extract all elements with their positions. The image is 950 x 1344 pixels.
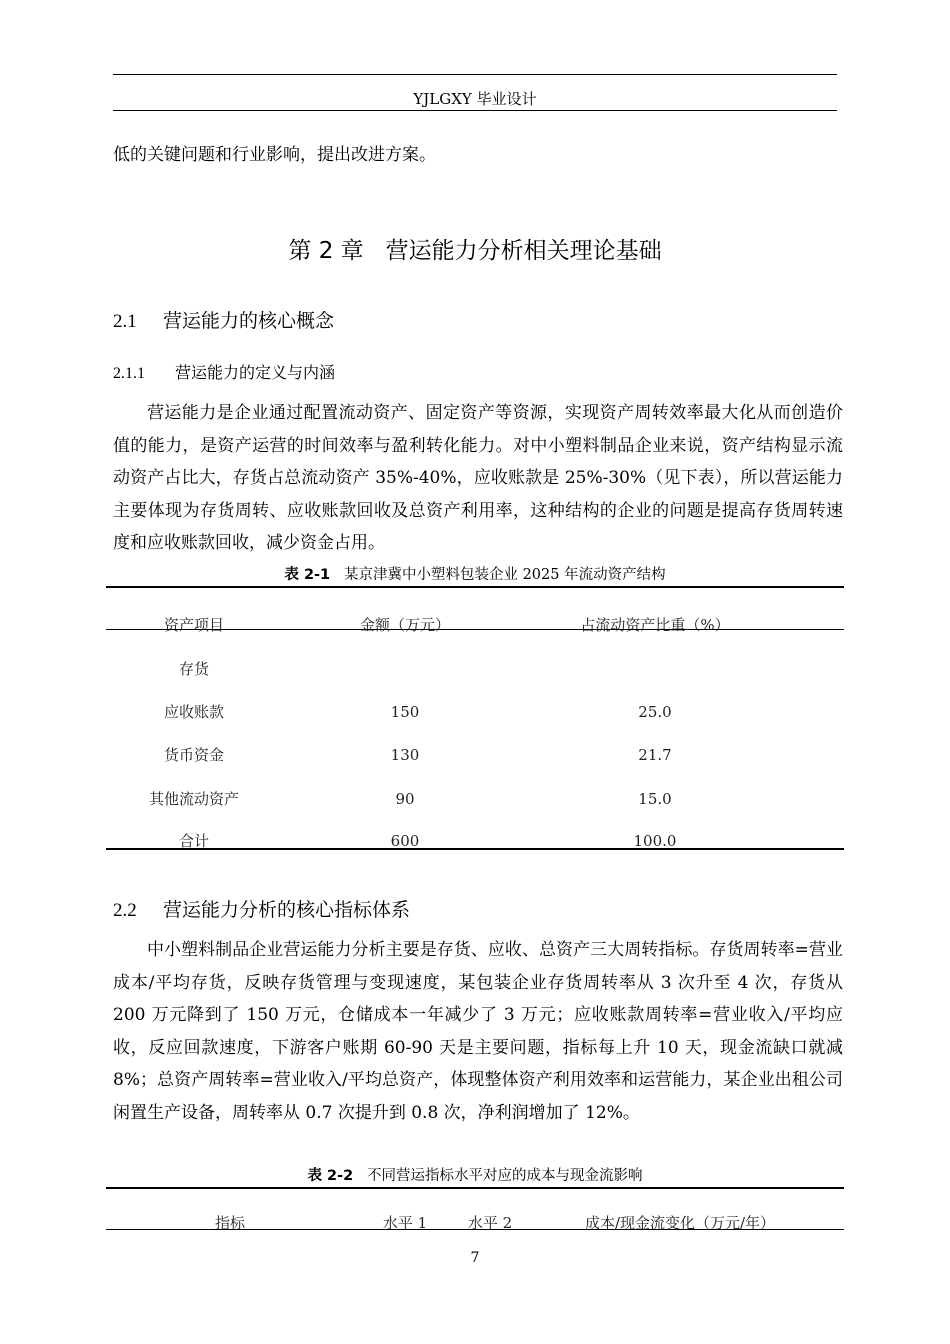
table-row: 应收账款 bbox=[163, 703, 224, 721]
table-cell: 15.0 bbox=[638, 790, 672, 808]
subsection-number: 2.1.1 bbox=[113, 365, 145, 382]
table-cell: 25.0 bbox=[638, 703, 672, 721]
table-row-total: 合计 bbox=[178, 832, 209, 850]
section-heading-2-2 bbox=[113, 895, 410, 922]
table-row: 存货 bbox=[178, 660, 209, 678]
subsection-heading-2-1-1 bbox=[113, 360, 335, 383]
caption-number: 表 2-2 bbox=[307, 1168, 354, 1184]
table-row: 其他流动资产 bbox=[148, 790, 239, 808]
table1-header-col2: 金额（万元） bbox=[359, 616, 450, 634]
chapter-title: 营运能力分析相关理论基础 bbox=[385, 238, 662, 264]
table-cell: 150 bbox=[390, 703, 420, 721]
page-number: 7 bbox=[470, 1250, 480, 1266]
table1-header-rule bbox=[106, 629, 844, 630]
table-caption-2-2 bbox=[113, 1164, 837, 1185]
table-cell: 90 bbox=[395, 790, 415, 808]
section-title: 营运能力分析的核心指标体系 bbox=[163, 899, 411, 921]
table2-top-rule bbox=[106, 1187, 844, 1189]
body-paragraph-2-1-1: 营运能力是企业通过配置流动资产、固定资产等资源，实现资产周转效率最大化从而创造价值的能力，是资产运营的时间效率与盈利转化能力。对中小塑料制品企业来说，资产结构显示流动资产占比大，存货占总流动资产 35%-40%，应收账款是 25%-30%（见下表），所以营运能力主要体现为存货周转、应收账款回收及总资产利用率，这种结构的企业的问题是提高存货周转速度和应收账款回收，减少资金占用。 bbox=[113, 403, 843, 553]
table-cell: 21.7 bbox=[638, 746, 672, 764]
table2-header-col2: 水平 1 bbox=[382, 1214, 428, 1232]
table2-header-rule bbox=[106, 1229, 844, 1230]
table-cell: 600 bbox=[390, 832, 420, 850]
table-row: 货币资金 bbox=[163, 746, 224, 764]
section-number: 2.1 bbox=[113, 311, 137, 332]
header-top-rule bbox=[113, 74, 837, 75]
table1-header-col3: 占流动资产比重（%） bbox=[580, 616, 730, 634]
body-paragraph-2-2: 中小塑料制品企业营运能力分析主要是存货、应收、总资产三大周转指标。存货周转率=营业成本/平均存货，反映存货管理与变现速度，某包装企业存货周转率从 3 次升至 4 次，存货从 200 万元降到了 150 万元，仓储成本一年减少了 3 万元；应收账款周转率=营业收入/平均应收，反应回款速度，下游客户账期 60-90 天是主要问题，指标每上升 10 天，现金流缺口就减 8%；总资产周转率=营业收入/平均总资产，体现整体资产利用效率和运营能力，某企业出租公司闲置生产设备，周转率从 0.7 次提升到 0.8 次，净利润增加了 12%。 bbox=[113, 940, 843, 1123]
section-title: 营运能力的核心概念 bbox=[163, 310, 335, 332]
chapter-heading bbox=[113, 232, 837, 265]
section-number: 2.2 bbox=[113, 900, 137, 921]
caption-text: 不同营运指标水平对应的成本与现金流影响 bbox=[367, 1168, 643, 1184]
table2-header-col3: 水平 2 bbox=[467, 1214, 513, 1232]
caption-text: 某京津冀中小塑料包装企业 2025 年流动资产结构 bbox=[343, 567, 666, 583]
table1-header-col1: 资产项目 bbox=[163, 616, 224, 634]
header-bottom-rule bbox=[113, 110, 837, 111]
caption-number: 表 2-1 bbox=[284, 567, 331, 583]
table2-header-col1: 指标 bbox=[214, 1214, 245, 1232]
table-cell: 100.0 bbox=[633, 832, 677, 850]
table1-bottom-rule bbox=[106, 848, 844, 850]
table2-header-col4: 成本/现金流变化（万元/年） bbox=[584, 1214, 776, 1232]
table-cell: 130 bbox=[390, 746, 420, 764]
intro-paragraph-tail: 低的关键问题和行业影响，提出改进方案。 bbox=[113, 145, 436, 165]
section-heading-2-1 bbox=[113, 306, 334, 333]
table1-top-rule bbox=[106, 586, 844, 588]
chapter-number: 第 2 章 bbox=[288, 238, 364, 264]
table-caption-2-1 bbox=[113, 563, 837, 584]
subsection-title: 营运能力的定义与内涵 bbox=[175, 363, 336, 382]
running-header: YJLGXY 毕业设计 bbox=[413, 90, 537, 108]
